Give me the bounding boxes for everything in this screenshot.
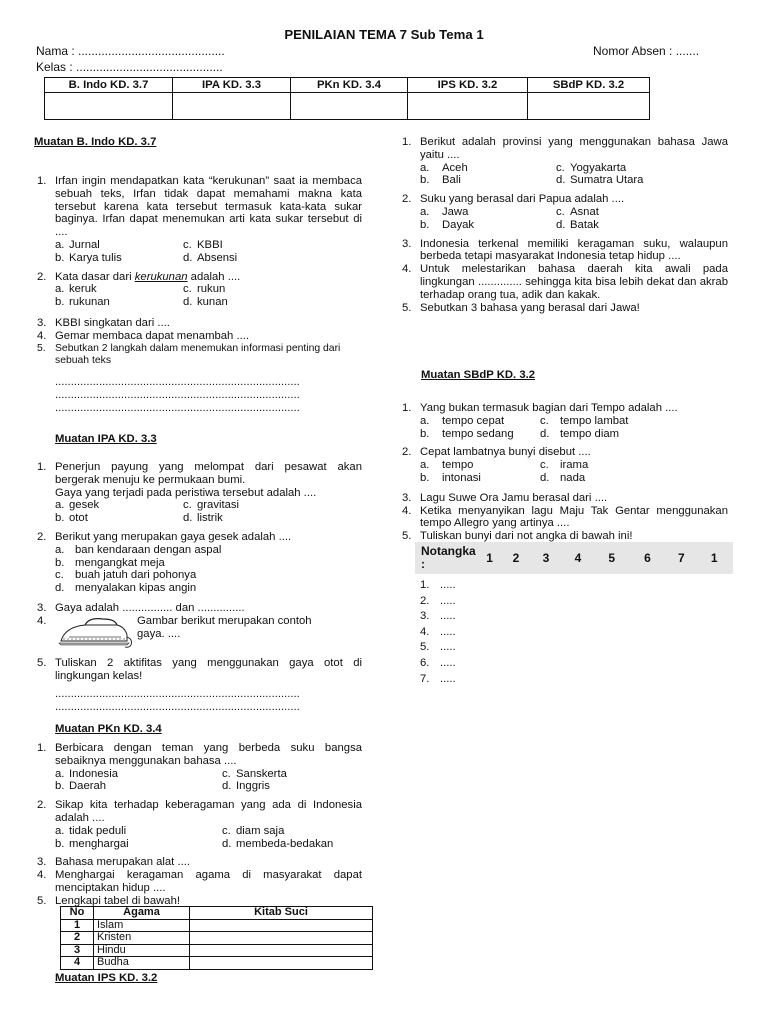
sbdp-questions bbox=[402, 402, 728, 543]
question: 3. Indonesia terkenal memiliki keragaman suku, walaupun berbeda tetapi masyarakat Indonesia tetap hidup .... bbox=[402, 237, 728, 263]
question: 3. KBBI singkatan dari .... bbox=[37, 316, 170, 329]
bindo-questions bbox=[37, 175, 362, 415]
ips-questions bbox=[402, 136, 728, 314]
list-item[interactable]: 2. ..... bbox=[420, 594, 456, 607]
question: 2. Suku yang berasal dari Papua adalah .... a. Jawa c. Asnat b. Dayak d. Batak bbox=[402, 193, 728, 231]
not-angka: 3 bbox=[542, 550, 550, 565]
answer-options: a. Jawa c. Asnat b. Dayak d. Batak bbox=[420, 205, 599, 231]
agama-table: No Agama Kitab Suci 1 Islam 2 Kristen 3 Hindu 4 Budha bbox=[60, 906, 373, 970]
not-angka: 2 bbox=[512, 550, 520, 565]
answer-lines: .............................................................................. .............................................................................. bbox=[55, 688, 300, 714]
section-heading-ipa: Muatan IPA KD. 3.3 bbox=[55, 433, 157, 445]
question: 2. Kata dasar dari kerukunan adalah .... a. keruk c. rukun b. rukunan d. kunan bbox=[37, 271, 362, 309]
question: 5. Sebutkan 3 bahasa yang berasal dari Jawa! bbox=[402, 301, 640, 314]
question: 1. Berbicara dengan teman yang berbeda suku bangsa sebaiknya menggunakan bahasa .... a. Indonesia c. Sanskerta b. Daerah d. Inggris bbox=[37, 742, 362, 793]
answer-options: a. tidak peduli c. diam saja b. menghargai d. membeda-bedakan bbox=[55, 824, 334, 850]
kd-score-table bbox=[44, 77, 650, 120]
question: 2. Cepat lambatnya bunyi disebut .... a. tempo c. irama b. intonasi d. nada bbox=[402, 446, 728, 484]
kitab-suci-cell[interactable] bbox=[190, 944, 373, 957]
not-angka: 1 bbox=[486, 550, 493, 565]
answer-options: a. gesek c. gravitasi b. otot d. listrik bbox=[55, 499, 240, 525]
question: 3. Bahasa merupakan alat .... bbox=[37, 856, 191, 869]
nama-field: Nama : ............................................ bbox=[36, 44, 225, 58]
answer-lines: .............................................................................. .............................................................................. .............................................................................. bbox=[55, 376, 300, 414]
answer-options: a. Indonesia c. Sanskerta b. Daerah d. Inggris bbox=[55, 767, 287, 793]
answer-options: a. Jurnal c. KBBI b. Karya tulis d. Absensi bbox=[55, 238, 238, 264]
score-cell[interactable] bbox=[173, 93, 291, 120]
list-item[interactable]: 5. ..... bbox=[420, 641, 456, 654]
kd-header-bindo: B. Indo KD. 3.7 bbox=[45, 78, 173, 93]
not-angka: 1 bbox=[710, 550, 718, 565]
list-item[interactable]: 1. ..... bbox=[420, 579, 456, 591]
question: 1. Penerjun payung yang melompat dari pesawat akan bergerak menuju ke permukaan bumi. Gaya yang terjadi pada peristiwa tersebut adalah .... a. gesek c. gravitasi b. otot d. listrik bbox=[37, 461, 362, 525]
pkn-questions bbox=[37, 742, 362, 908]
ipa-questions bbox=[37, 461, 362, 714]
nomor-absen-field: Nomor Absen : ....... bbox=[593, 44, 700, 58]
question: 4. Menghargai keragaman agama di masyarakat dapat menciptakan hidup .... bbox=[37, 869, 362, 894]
table-row: 1 Islam bbox=[61, 919, 373, 932]
list-item[interactable]: 4. ..... bbox=[420, 625, 456, 638]
score-cell[interactable] bbox=[528, 93, 650, 120]
section-heading-sbdp: Muatan SBdP KD. 3.2 bbox=[421, 369, 536, 381]
iron-illustration bbox=[55, 617, 135, 649]
question: 4. Untuk melestarikan bahasa daerah kita awali pada lingkungan .............. sehingga kita bisa lebih dekat dan akrab terhadap orang tua, adik dan kakak. bbox=[402, 263, 728, 301]
question-text: Irfan ingin mendapatkan kata “kerukunan” saat ia membaca sebuah teks, Irfan tidak dapat memahami makna kata tersebut karena kata tersebut termasuk kata-kata sukar baginya. Irfan dapat menemukan arti kata sukar tersebut di .... bbox=[55, 175, 362, 239]
kd-header-ips: IPS KD. 3.2 bbox=[408, 78, 528, 93]
kd-header-sbdp: SBdP KD. 3.2 bbox=[528, 78, 650, 93]
answer-options: a. Aceh c. Yogyakarta b. Bali d. Sumatra Utara bbox=[420, 161, 644, 187]
question: 2. Sikap kita terhadap keberagaman yang ada di Indonesia adalah .... a. tidak peduli c. diam saja b. menghargai d. membeda-bedakan bbox=[37, 799, 362, 850]
question: 5. Tuliskan 2 aktifitas yang menggunakan gaya otot di lingkungan kelas! bbox=[37, 656, 362, 682]
list-item[interactable]: 6. ..... bbox=[420, 656, 456, 669]
kitab-suci-cell[interactable] bbox=[190, 957, 373, 970]
question: 5. Lengkapi tabel di bawah! bbox=[37, 894, 180, 907]
list-item[interactable]: 3. ..... bbox=[420, 610, 456, 623]
answer-options: a. ban kendaraan dengan aspal b. mengangkat meja c. buah jatuh dari pohonya d. menyalakan kipas angin bbox=[55, 543, 222, 595]
not-angka: 4 bbox=[574, 550, 582, 565]
table-row: 3 Hindu bbox=[61, 944, 373, 957]
question: 3. Gaya adalah ................ dan ............... bbox=[37, 601, 245, 614]
question-text: Kata dasar dari kerukunan adalah .... bbox=[55, 270, 241, 283]
notangka-answers bbox=[420, 578, 456, 687]
table-row: 2 Kristen bbox=[61, 932, 373, 945]
section-heading-ips: Muatan IPS KD. 3.2 bbox=[55, 972, 158, 984]
page-title: PENILAIAN TEMA 7 Sub Tema 1 bbox=[284, 27, 484, 42]
kd-header-pkn: PKn KD. 3.4 bbox=[291, 78, 408, 93]
question: 4. Ketika menyanyikan lagu Maju Tak Gentar menggunakan tempo Allegro yang artinya .... bbox=[402, 504, 728, 530]
kd-header-ipa: IPA KD. 3.3 bbox=[173, 78, 291, 93]
not-angka: 5 bbox=[608, 550, 616, 565]
answer-options: a. tempo c. irama b. intonasi d. nada bbox=[420, 459, 589, 484]
section-heading-pkn: Muatan PKn KD. 3.4 bbox=[55, 723, 162, 735]
not-angka: 6 bbox=[644, 550, 651, 565]
question: 5. Sebutkan 2 langkah dalam menemukan informasi penting dari sebuah teks bbox=[37, 342, 341, 367]
question: 1. Yang bukan termasuk bagian dari Tempo adalah .... a. tempo cepat c. tempo lambat b. tempo sedang d. tempo diam bbox=[402, 402, 728, 440]
question: 2. Berikut yang merupakan gaya gesek adalah .... a. ban kendaraan dengan aspal b. mengangkat meja c. buah jatuh dari pohonya d. menyalakan kipas angin bbox=[37, 531, 362, 595]
score-cell[interactable] bbox=[291, 93, 408, 120]
question: 3. Lagu Suwe Ora Jamu berasal dari .... bbox=[402, 491, 608, 504]
section-heading-bindo: Muatan B. Indo KD. 3.7 bbox=[34, 136, 157, 148]
answer-options: a. keruk c. rukun b. rukunan d. kunan bbox=[55, 283, 228, 309]
question: 1. Irfan ingin mendapatkan kata “kerukunan” saat ia membaca sebuah teks, Irfan tidak dapat memahami makna kata tersebut karena kata tersebut termasuk kata-kata sukar baginya. Irfan dapat menemukan arti kata sukar tersebut di .... a. Jurnal c. KBBI b. Karya tulis d. Absensi bbox=[37, 175, 362, 264]
question: 4. Gambar berikut merupakan contoh gaya. .... bbox=[37, 615, 362, 651]
question: 1. Berikut adalah provinsi yang menggunakan bahasa Jawa yaitu .... a. Aceh c. Yogyakarta b. Bali d. Sumatra Utara bbox=[402, 136, 728, 187]
score-cell[interactable] bbox=[45, 93, 173, 120]
score-cell[interactable] bbox=[408, 93, 528, 120]
notangka-label: Notangka : bbox=[421, 544, 476, 571]
notangka-bar bbox=[415, 542, 733, 574]
question: 4. Gemar membaca dapat menambah .... bbox=[37, 329, 250, 342]
table-row: 4 Budha bbox=[61, 957, 373, 970]
kitab-suci-cell[interactable] bbox=[190, 932, 373, 945]
question: 5. Tuliskan bunyi dari not angka di bawah ini! bbox=[402, 530, 633, 543]
not-angka: 7 bbox=[677, 550, 685, 565]
kelas-field: Kelas : ............................................ bbox=[36, 60, 223, 74]
answer-options: a. tempo cepat c. tempo lambat b. tempo sedang d. tempo diam bbox=[420, 414, 629, 440]
kitab-suci-cell[interactable] bbox=[190, 919, 373, 932]
list-item[interactable]: 7. ..... bbox=[420, 672, 456, 685]
